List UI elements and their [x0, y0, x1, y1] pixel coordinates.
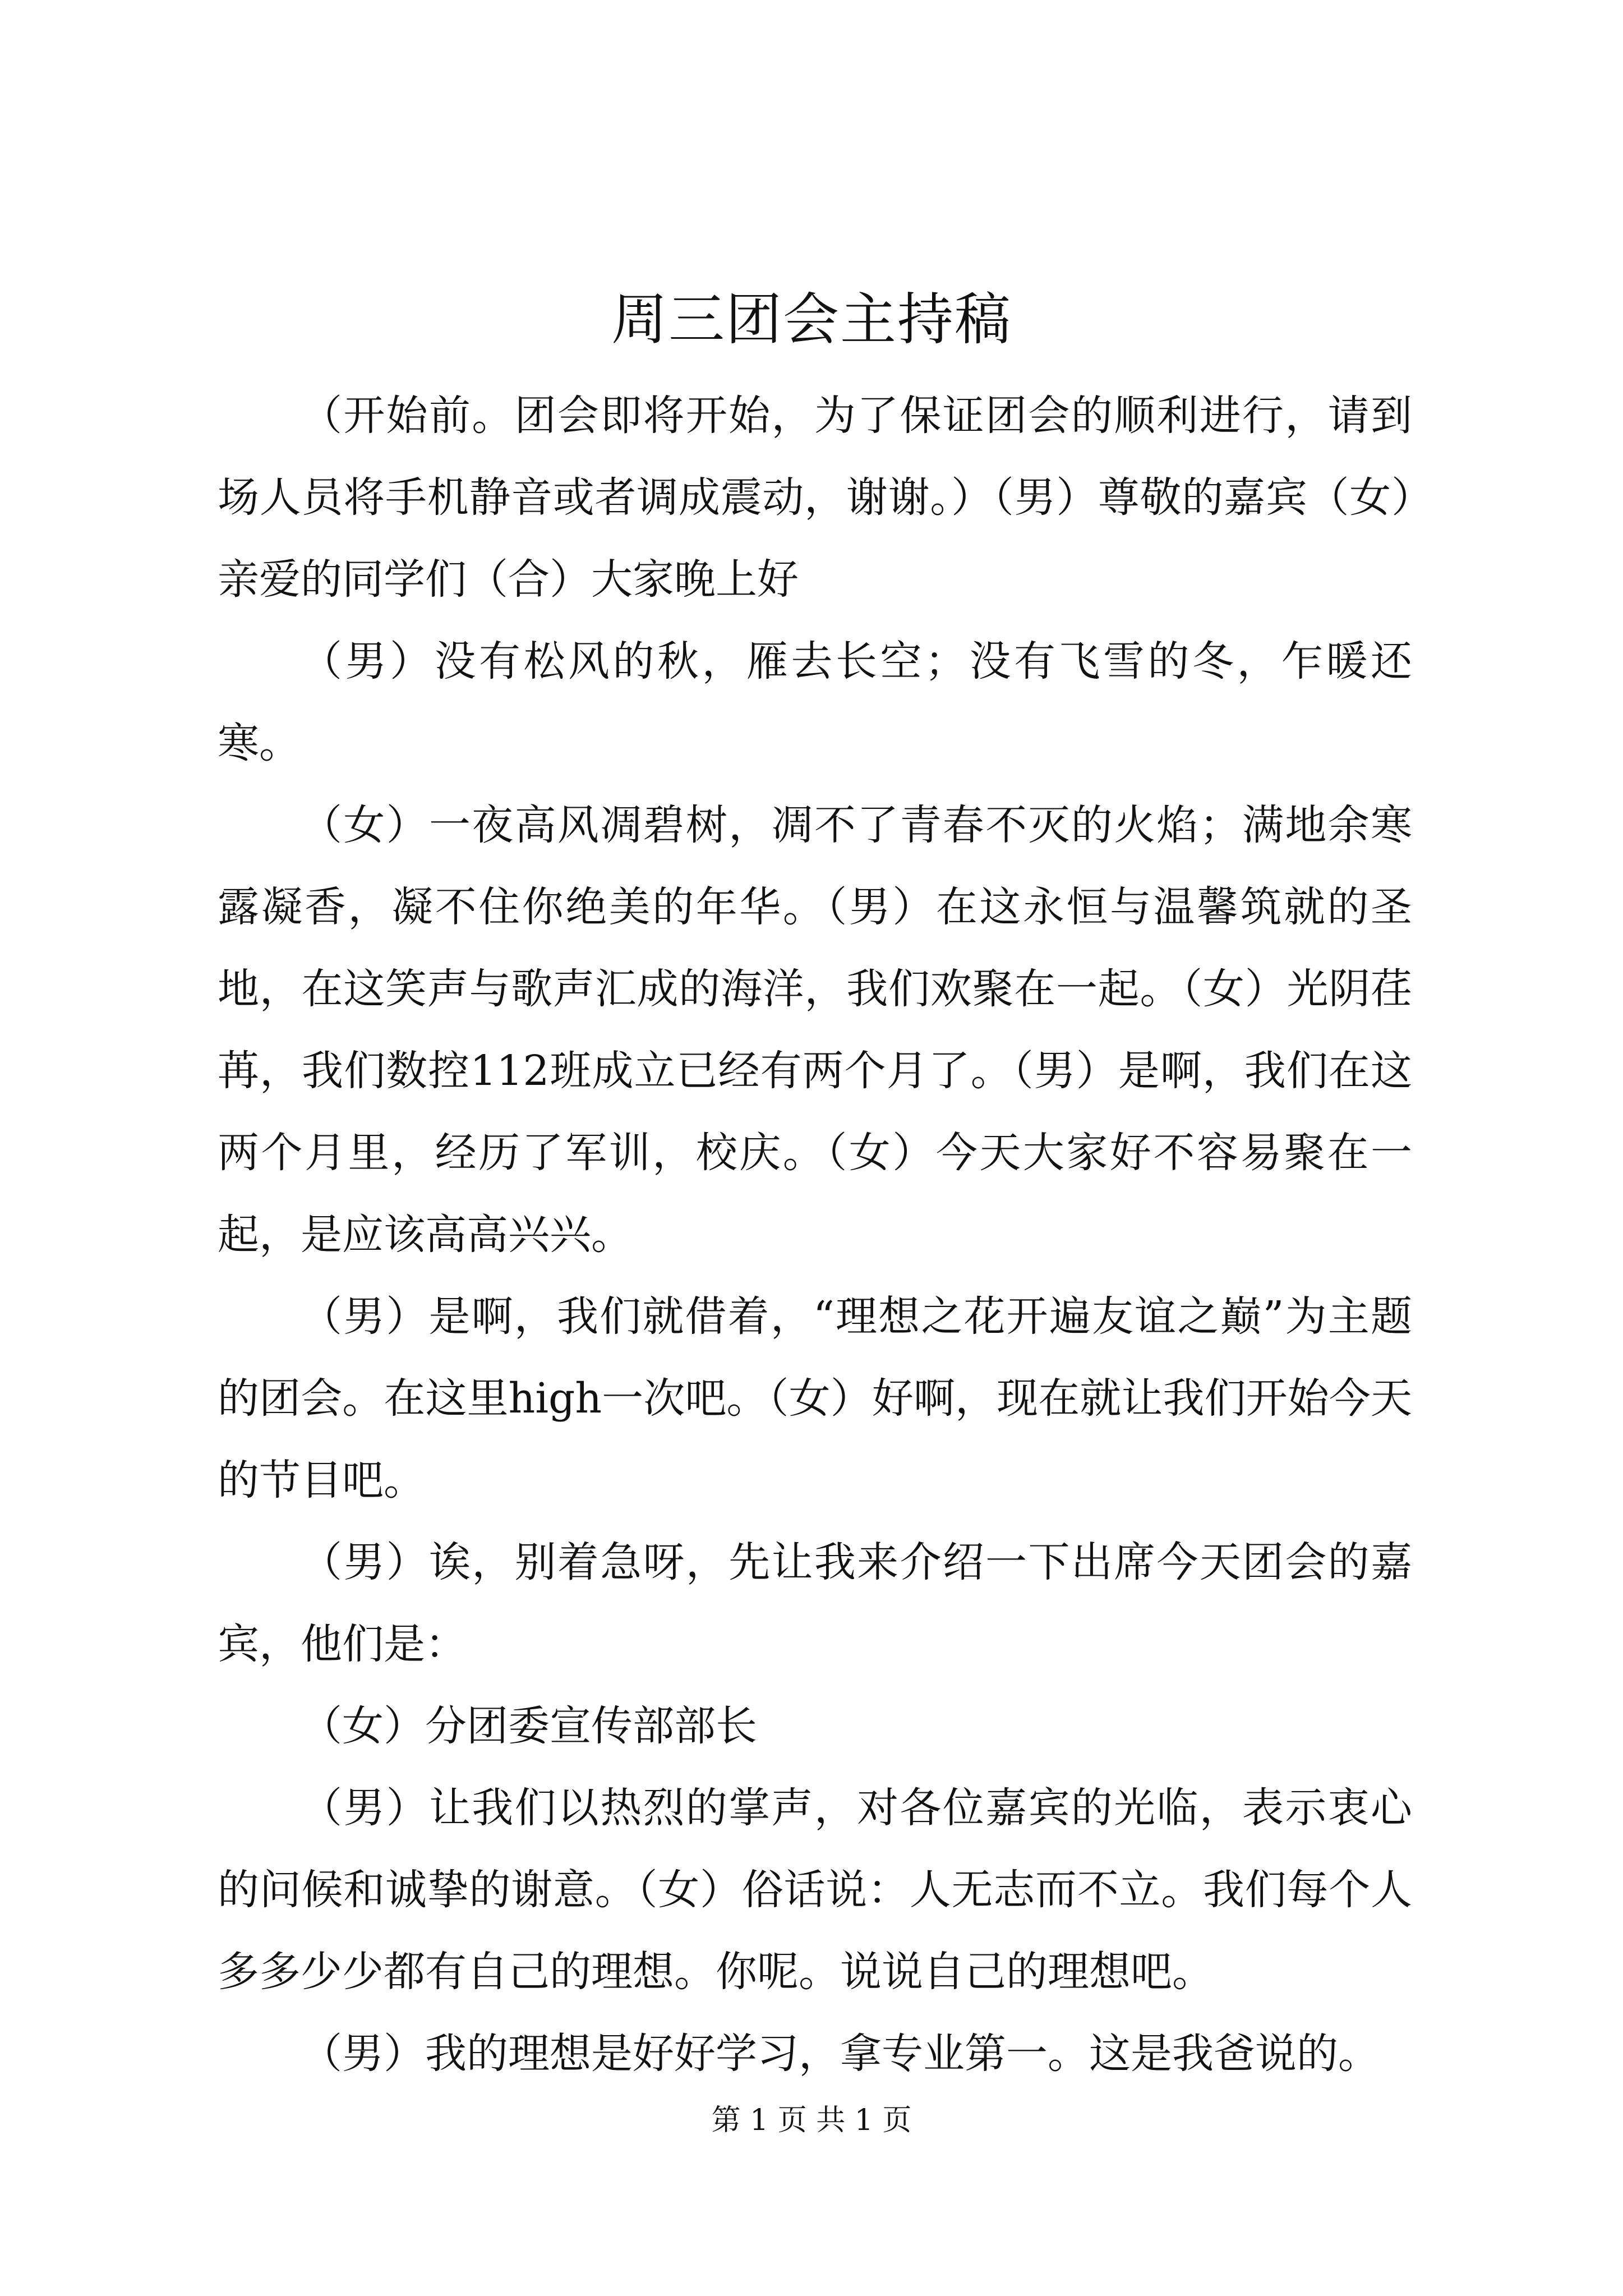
paragraph-guest-intro: （男）诶，别着急呀，先让我来介绍一下出席今天团会的嘉宾，他们是：: [218, 1538, 1412, 1668]
paragraph-ideal: （男）我的理想是好好学习，拿专业第一。这是我爸说的。: [301, 2030, 1380, 2078]
paragraph-applause: （男）让我们以热烈的掌声，对各位嘉宾的光临，表示衷心的问候和诚挚的谢意。（女）俗话说：人无志而不立。我们每个人多多少少都有自己的理想。你呢。说说自己的理想吧。: [218, 1784, 1412, 1996]
paragraph-female-night-wind: （女）一夜高风凋碧树，凋不了青春不灭的火焰；满地余寒露凝香，凝不住你绝美的年华。（男）在这永恒与温馨筑就的圣地，在这笑声与歌声汇成的海洋，我们欢聚在一起。（女）光阴荏苒，我们数控112班成立已经有两个月了。（男）是啊，我们在这两个月里，经历了军训，校庆。（女）今天大家好不容易聚在一起，是应该高高兴兴。: [218, 801, 1412, 1259]
paragraph-theme: （男）是啊，我们就借着，“理想之花开遍友谊之巅”为主题的团会。在这里high一次吧。（女）好啊，现在就让我们开始今天的节目吧。: [218, 1292, 1412, 1504]
document-body: [218, 375, 1412, 2095]
paragraph-opening: （开始前。团会即将开始，为了保证团会的顺利进行，请到场人员将手机静音或者调成震动，谢谢。）（男）尊敬的嘉宾（女）亲爱的同学们（合）大家晚上好: [218, 392, 1412, 604]
paragraph-male-autumn: （男）没有松风的秋，雁去长空；没有飞雪的冬，乍暖还寒。: [218, 637, 1412, 767]
document-title: 周三团会主持稿: [611, 287, 1012, 352]
page-number-footer: 第 1 页 共 1 页: [711, 2104, 912, 2137]
paragraph-guest-name: （女）分团委宣传部部长: [301, 1702, 757, 1750]
